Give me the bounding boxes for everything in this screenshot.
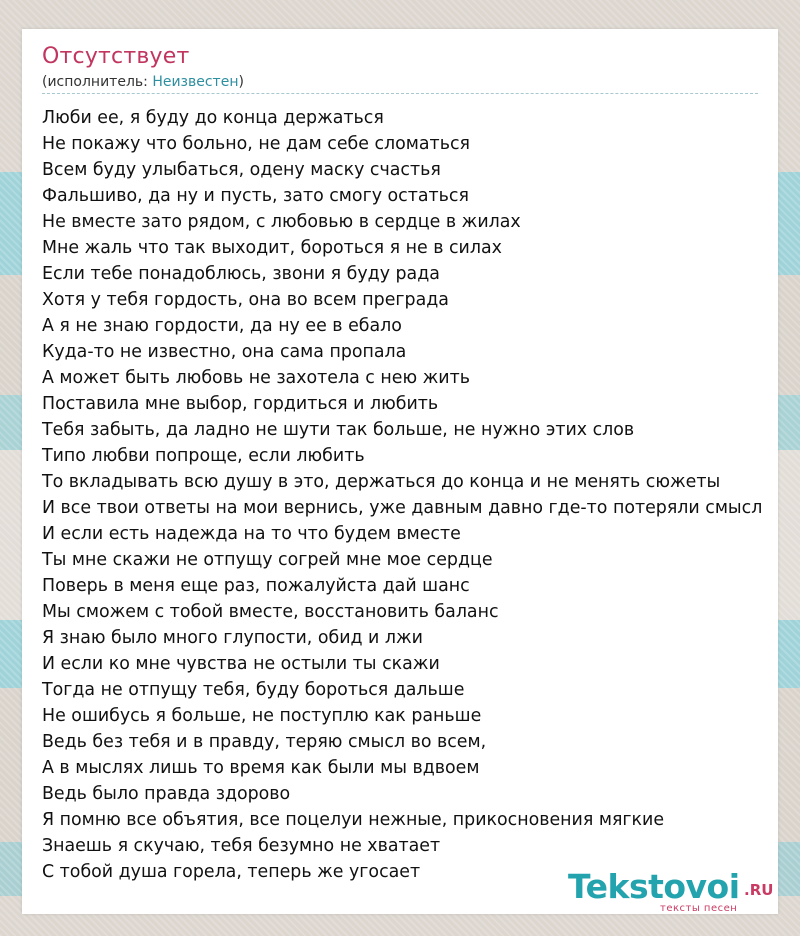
lyric-line: Я знаю было много глупости, обид и лжи xyxy=(42,628,423,648)
logo-wordmark: Tekstovoi xyxy=(568,867,740,906)
lyric-line: С тобой душа горела, теперь же угосает xyxy=(42,862,421,882)
lyric-line: Мне жаль что так выходит, бороться я не в силах xyxy=(42,238,502,258)
logo-domain: .RU xyxy=(744,881,774,899)
lyric-line: Ты мне скажи не отпущу согрей мне мое сердце xyxy=(42,550,493,570)
lyric-line: И все твои ответы на мои вернись, уже давным давно где-то потеряли смысл xyxy=(42,498,763,518)
lyric-line: А в мыслях лишь то время как были мы вдвоем xyxy=(42,758,480,778)
artist-link[interactable]: Неизвестен xyxy=(152,74,239,90)
lyric-line: Типо любви попроще, если любить xyxy=(42,446,365,466)
lyric-line: Если тебе понадоблюсь, звони я буду рада xyxy=(42,264,440,284)
lyric-line: Поставила мне выбор, гордиться и любить xyxy=(42,394,439,414)
site-logo[interactable] xyxy=(568,867,778,917)
artist-prefix: (исполнитель: xyxy=(42,74,153,90)
lyrics-list xyxy=(42,105,782,885)
lyric-line: Поверь в меня еще раз, пожалуйста дай шанс xyxy=(42,576,470,596)
title-divider xyxy=(42,93,758,94)
lyric-line: Ведь без тебя и в правду, теряю смысл во всем, xyxy=(42,732,487,752)
lyric-line: То вкладывать всю душу в это, держаться до конца и не менять сюжеты xyxy=(42,472,721,492)
lyric-line: И если ко мне чувства не остыли ты скажи xyxy=(42,654,440,674)
lyric-line: Я помню все объятия, все поцелуи нежные, прикосновения мягкие xyxy=(42,810,665,830)
lyric-line: Мы сможем с тобой вместе, восстановить баланс xyxy=(42,602,499,622)
lyric-line: Люби ее, я буду до конца держаться xyxy=(42,108,384,128)
artist-line xyxy=(42,73,244,91)
lyric-line: Фальшиво, да ну и пусть, зато смогу остаться xyxy=(42,186,469,206)
lyric-line: Не вместе зато рядом, с любовью в сердце в жилах xyxy=(42,212,521,232)
lyric-line: Хотя у тебя гордость, она во всем преграда xyxy=(42,290,449,310)
lyric-line: Не покажу что больно, не дам себе сломаться xyxy=(42,134,470,154)
lyric-line: А я не знаю гордости, да ну ее в ебало xyxy=(42,316,402,336)
lyric-line: Не ошибусь я больше, не поступлю как раньше xyxy=(42,706,482,726)
lyric-line: Тогда не отпущу тебя, буду бороться дальше xyxy=(42,680,465,700)
lyric-line: Знаешь я скучаю, тебя безумно не хватает xyxy=(42,836,441,856)
song-title: Отсутствует xyxy=(42,44,190,69)
lyric-line: Тебя забыть, да ладно не шути так больше, не нужно этих слов xyxy=(42,420,635,440)
lyric-line: И если есть надежда на то что будем вместе xyxy=(42,524,461,544)
lyrics-card xyxy=(22,29,778,914)
logo-tagline: тексты песен xyxy=(660,903,738,914)
lyric-line: Всем буду улыбаться, одену маску счастья xyxy=(42,160,441,180)
artist-suffix: ) xyxy=(238,74,244,90)
lyric-line: Ведь было правда здорово xyxy=(42,784,291,804)
lyric-line: А может быть любовь не захотела с нею жить xyxy=(42,368,470,388)
lyric-line: Куда-то не известно, она сама пропала xyxy=(42,342,407,362)
